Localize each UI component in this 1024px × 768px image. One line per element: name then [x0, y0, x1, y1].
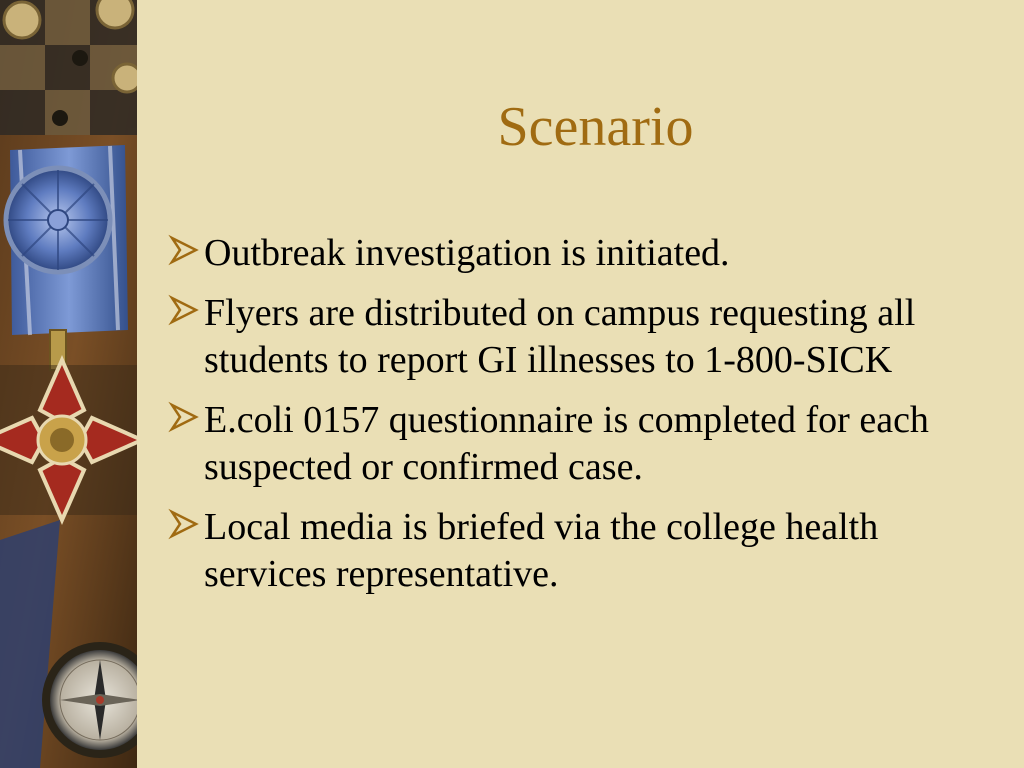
bullet-item	[168, 504, 998, 598]
slide-title: Scenario	[497, 96, 694, 158]
arrow-chevron-icon	[168, 401, 200, 433]
bullet-item	[168, 230, 998, 277]
bullet-text: Outbreak investigation is initiated.	[204, 232, 730, 274]
arrow-chevron-icon	[168, 508, 200, 540]
bullet-text: Local media is briefed via the college health services representative.	[204, 506, 879, 595]
bullet-list	[168, 230, 998, 611]
bullet-text: E.coli 0157 questionnaire is completed for each suspected or confirmed case.	[204, 399, 929, 488]
bullet-text: Flyers are distributed on campus requesting all students to report GI illnesses to 1-800-SICK	[204, 292, 916, 381]
bullet-item	[168, 397, 998, 491]
bullet-item	[168, 290, 998, 384]
arrow-chevron-icon	[168, 234, 200, 266]
decorative-medal-image	[0, 0, 137, 768]
arrow-chevron-icon	[168, 294, 200, 326]
